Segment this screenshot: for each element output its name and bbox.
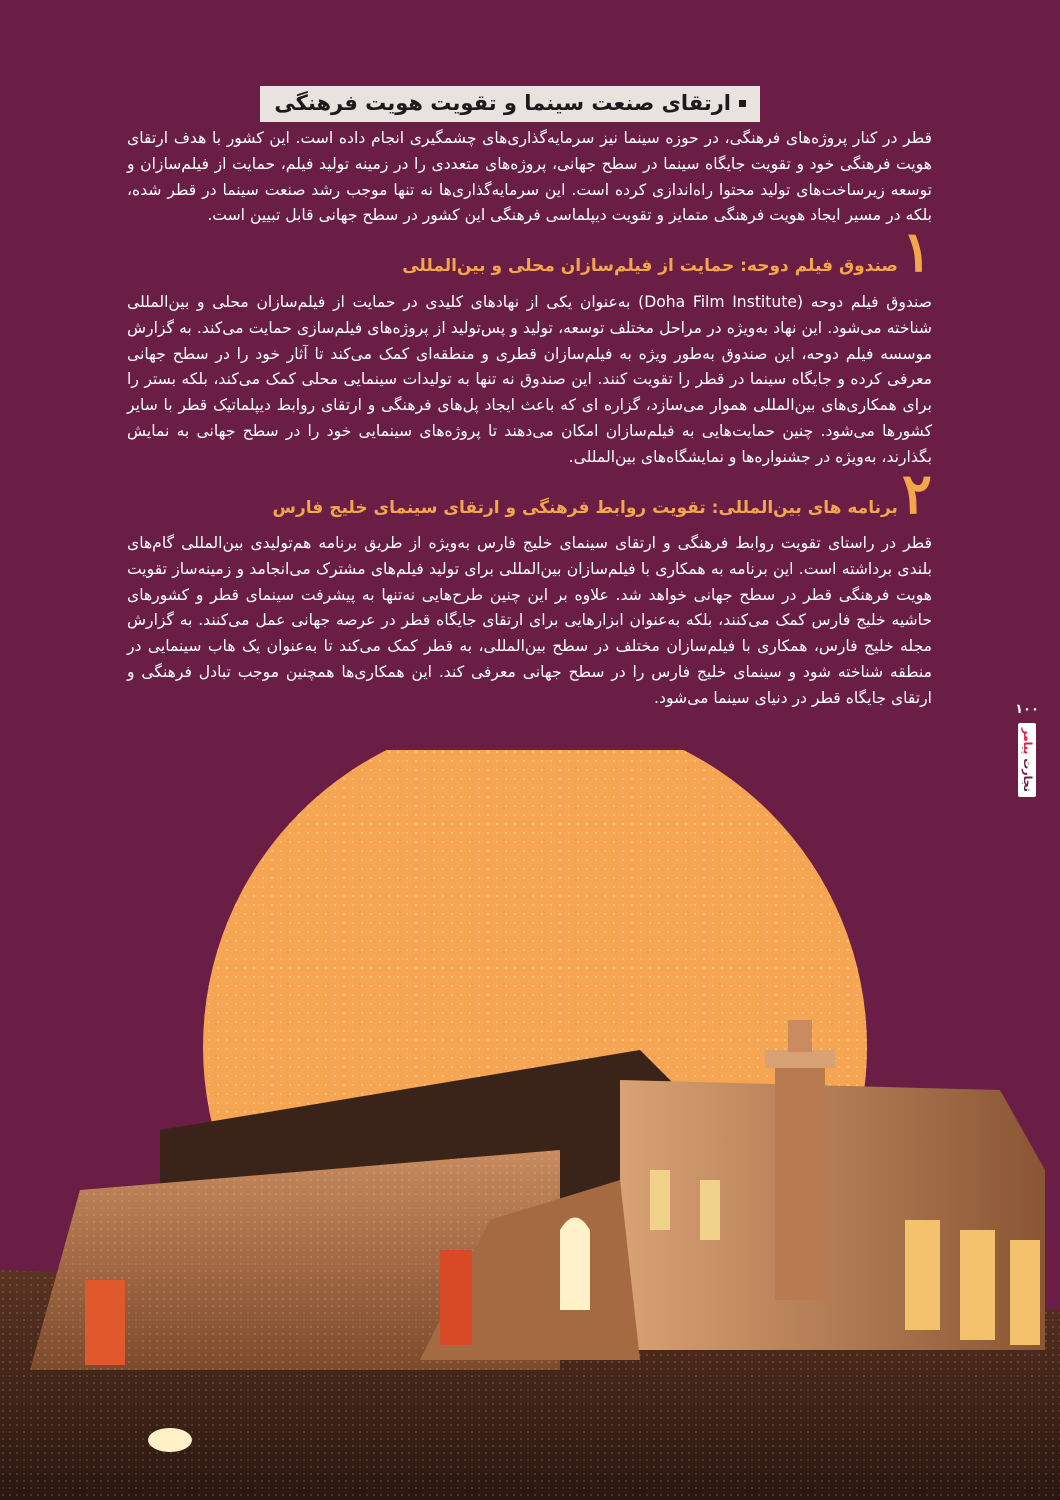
building-illustration [0, 750, 1060, 1500]
magazine-label-main: تجارت [1021, 758, 1034, 792]
minaret [775, 1050, 825, 1300]
section-2-title: برنامه های بین‌المللی: تقویت روابط فرهنگی و ارتقای سینمای خلیج فارس [272, 498, 898, 518]
section-2-heading [272, 461, 932, 527]
minaret-top [788, 1020, 812, 1052]
minaret-cap [765, 1050, 835, 1068]
intro-paragraph: قطر در کنار پروژه‌های فرهنگی، در حوزه سینما نیز سرمایه‌گذاری‌های چشمگیری انجام داده است. این کشور با هدف ارتقای هویت فرهنگی خود و تقویت جایگاه سینما در سطح جهانی، پروژه‌های متعددی را در زمینه تولید فیلم، حمایت از فیلم‌سازان و توسعه زیرساخت‌های تولید محتوا راه‌اندازی کرده است. این سرمایه‌گذاری‌ها نه تنها موجب رشد صنعت سینما در قطر شده، بلکه در مسیر ایجاد هویت فرهنگی متمایز و تقویت دیپلماسی فرهنگی این کشور در سطح جهانی قابل تبیین است. [127, 129, 932, 225]
arcade-arch-3 [1010, 1240, 1040, 1345]
section-2-number: ۲ [901, 461, 932, 527]
magazine-label-accent: پیامر [1021, 728, 1034, 755]
arcade-arch-2 [960, 1230, 995, 1340]
doorway-left [85, 1280, 125, 1365]
section-1-heading [402, 219, 932, 285]
section-1-title: صندوق فیلم دوحه: حمایت از فیلم‌سازان محلی و بین‌المللی [402, 256, 898, 276]
ground-lamp [148, 1428, 192, 1452]
article-title: ارتقای صنعت سینما و تقویت هویت فرهنگی [274, 91, 731, 115]
section-1-body: صندوق فیلم دوحه (Doha Film Institute) به‌عنوان یکی از نهادهای کلیدی در حمایت از فیلم‌سازان محلی و بین‌المللی شناخته می‌شود. این نهاد به‌ویژه در مراحل مختلف توسعه، تولید و پس‌تولید از پروژه‌های فیلم‌سازی حمایت می‌کند. به گزارش موسسه فیلم دوحه، این صندوق به‌طور ویژه به فیلم‌سازان قطری و منطقه‌ای کمک می‌کند تا آثار خود را در سطح جهانی معرفی کرده و جایگاه سینما در قطر را تقویت کنند. این صندوق نه تنها به تولیدات سینمایی محلی کمک می‌کند، بلکه بستر را برای همکاری‌های بین‌المللی هموار می‌سازد، گزاره ای که باعث ایجاد پل‌های فرهنگی و ارتقای روابط دیپلماتیک قطر با سایر کشورها می‌شود. چنین حمایت‌هایی به فیلم‌سازان امکان می‌دهند تا پروژه‌های سینمایی خود را در سطح جهانی به نمایش بگذارند، به‌ویژه در جشنواره‌ها و نمایشگاه‌های بین‌المللی. [127, 293, 933, 466]
title-bullet-icon [739, 100, 746, 107]
window-right-2 [700, 1180, 720, 1240]
window-lit [560, 1218, 590, 1311]
doorway-center [440, 1250, 472, 1345]
building-illustration-svg [0, 750, 1060, 1500]
article-title-box [260, 86, 760, 122]
arcade-arch-1 [905, 1220, 940, 1330]
page-number: ۱۰۰ [1015, 702, 1039, 717]
window-right-1 [650, 1170, 670, 1230]
section-2-body: قطر در راستای تقویت روابط فرهنگی و ارتقای سینمای خلیج فارس به‌ویژه از طریق برنامه هم‌تولیدی بین‌المللی گام‌های بلندی برداشته است. این برنامه به همکاری با فیلم‌سازان بین‌المللی برای تولید فیلم‌های مشترک می‌انجامد و زمینه‌ساز تقویت هویت فرهنگی قطر در سطح جهانی خواهد شد. علاوه بر این چنین طرح‌هایی نه‌تنها به پیشرفت سینمای قطر و کشورهای حاشیه خلیج فارس کمک می‌کنند، بلکه به‌عنوان ابزارهایی برای ارتقای جایگاه قطر در عرصه جهانی عمل می‌کنند. به گزارش مجله خلیج فارس، همکاری با فیلم‌سازان مختلف در سطح بین‌المللی، به قطر کمک می‌کند تا به‌عنوان یک هاب سینمایی در منطقه شناخته شود و سینمای خلیج فارس را در سطح جهانی معرفی کند. این همکاری‌ها همچنین موجب تبادل فرهنگی و ارتقای جایگاه قطر در دنیای سینما می‌شود. [127, 534, 932, 707]
section-1-number: ۱ [901, 219, 932, 285]
